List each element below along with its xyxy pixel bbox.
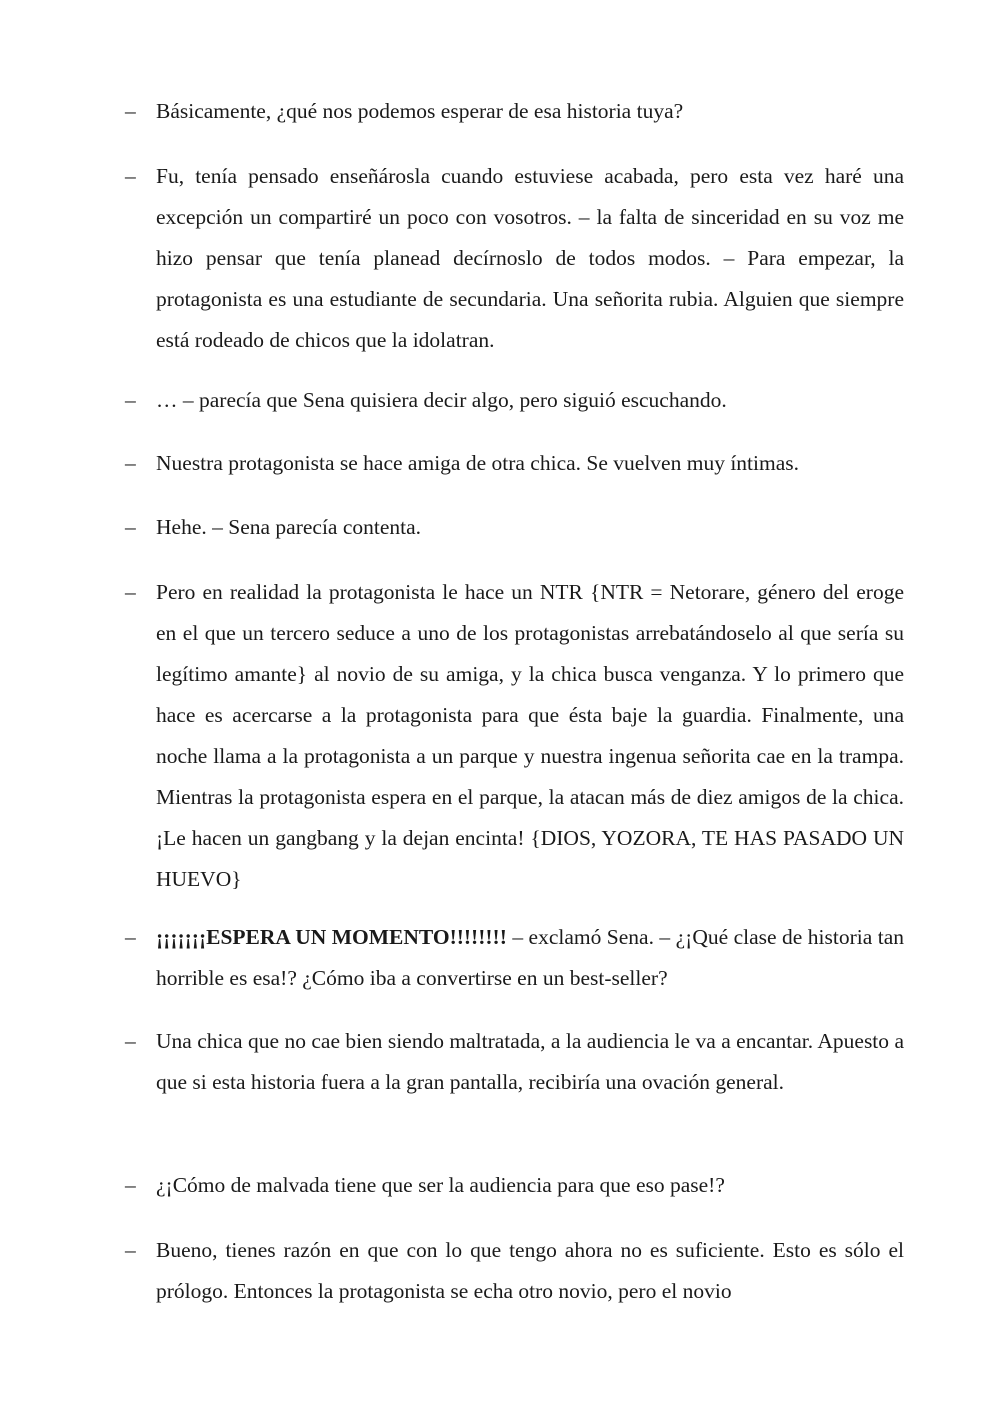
paragraph-text: Pero en realidad la protagonista le hace un NTR {NTR = Netorare, género del eroge en el que un tercero seduce a uno de los protagonistas arrebatándoselo al que sería su legítimo amante} al novio de su amiga, y la chica busca venganza. Y lo primero que hace es acercarse a la protagonista para que ésta baje la guardia. Finalmente, una noche llama a la protagonista a un parque y nuestra ingenua señorita cae en la trampa. Mientras la protagonista espera en el parque, la atacan más de diez amigos de la chica. ¡Le hacen un gangbang y la dejan encinta! {DIOS, YOZORA, TE HAS PASADO UN HUEVO}: [156, 580, 904, 891]
paragraph-text: … – parecía que Sena quisiera decir algo, pero siguió escuchando.: [156, 388, 727, 412]
dialogue-dash: –: [125, 99, 136, 123]
dialogue-dash: –: [125, 925, 136, 949]
dialogue-dash: –: [125, 1173, 136, 1197]
dialogue-paragraph-6: [125, 572, 904, 900]
dialogue-paragraph-9: [125, 1165, 904, 1206]
dialogue-paragraph-8: [125, 1021, 904, 1103]
dialogue-dash: –: [125, 451, 136, 475]
paragraph-text: Nuestra protagonista se hace amiga de otra chica. Se vuelven muy íntimas.: [156, 451, 799, 475]
dialogue-dash: –: [125, 164, 136, 188]
shout-text: ¡¡¡¡¡¡¡ESPERA UN MOMENTO!!!!!!!!: [156, 925, 507, 949]
dialogue-paragraph-1: [125, 91, 904, 132]
dialogue-dash: –: [125, 580, 136, 604]
dialogue-dash: –: [125, 1029, 136, 1053]
paragraph-text: – exclamó Sena. – ¿¡Qué clase de historia tan horrible es esa!? ¿Cómo iba a convertirse en un best-seller?: [156, 925, 905, 990]
dialogue-dash: –: [125, 515, 136, 539]
dialogue-paragraph-4: [125, 443, 904, 484]
paragraph-text: ¿¡Cómo de malvada tiene que ser la audiencia para que eso pase!?: [156, 1173, 725, 1197]
dialogue-dash: –: [125, 1238, 136, 1262]
paragraph-text: Hehe. – Sena parecía contenta.: [156, 515, 422, 539]
dialogue-paragraph-3: [125, 380, 904, 421]
dialogue-paragraph-10: [125, 1230, 904, 1312]
paragraph-text: Básicamente, ¿qué nos podemos esperar de esa historia tuya?: [156, 99, 684, 123]
dialogue-paragraph-5: [125, 507, 904, 548]
dialogue-paragraph-2: [125, 156, 904, 361]
dialogue-dash: –: [125, 388, 136, 412]
dialogue-paragraph-7: [125, 917, 905, 999]
paragraph-text: Fu, tenía pensado enseñárosla cuando estuviese acabada, pero esta vez haré una excepción un compartiré un poco con vosotros. – la falta de sinceridad en su voz me hizo pensar que tenía planead decírnoslo de todos modos. – Para empezar, la protagonista es una estudiante de secundaria. Una señorita rubia. Alguien que siempre está rodeado de chicos que la idolatran.: [156, 164, 904, 352]
paragraph-text: Una chica que no cae bien siendo maltratada, a la audiencia le va a encantar. Apuesto a que si esta historia fuera a la gran pantalla, recibiría una ovación general.: [156, 1029, 904, 1094]
paragraph-text: Bueno, tienes razón en que con lo que tengo ahora no es suficiente. Esto es sólo el prólogo. Entonces la protagonista se echa otro novio, pero el novio: [156, 1238, 904, 1303]
